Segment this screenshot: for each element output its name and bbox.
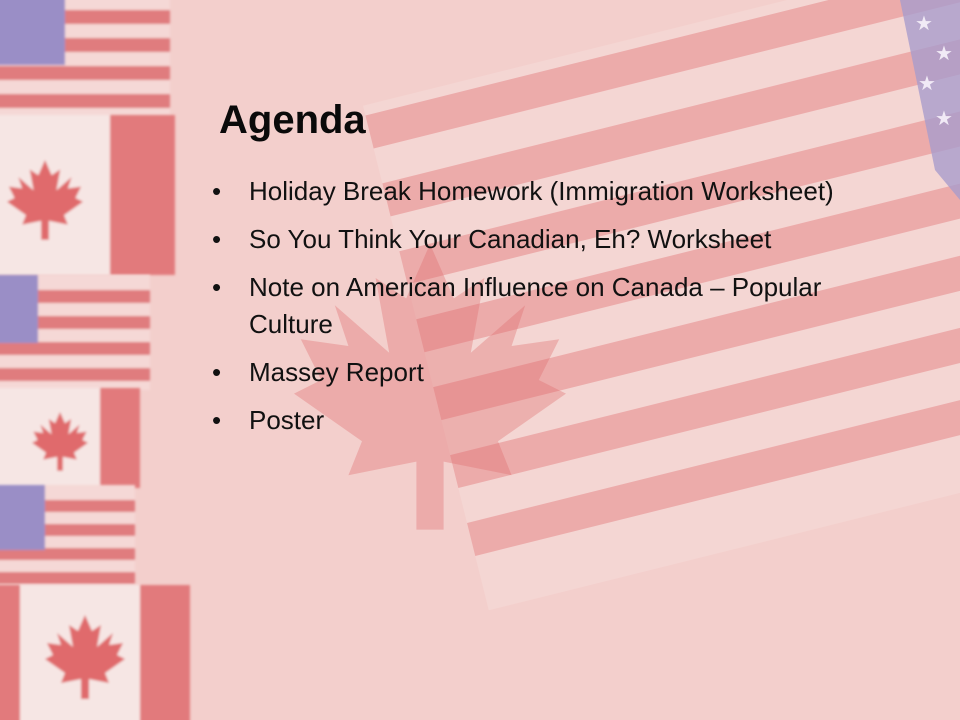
list-item: [212, 402, 852, 439]
canada-flag-icon: [0, 388, 140, 488]
list-item-text: Poster: [249, 405, 325, 435]
bullet-icon: •: [212, 176, 222, 206]
slide-title: Agenda: [219, 98, 366, 142]
list-item: [212, 269, 852, 343]
list-item-text: Massey Report: [249, 357, 424, 387]
svg-text:★: ★: [935, 106, 953, 130]
canada-flag-icon: [0, 585, 190, 720]
svg-text:★: ★: [918, 71, 936, 95]
list-item: [212, 221, 852, 258]
bullet-icon: •: [212, 405, 222, 435]
canada-flag-icon: [0, 115, 175, 275]
bullet-icon: •: [212, 357, 222, 387]
svg-text:★: ★: [915, 11, 933, 35]
agenda-list: [212, 173, 852, 450]
list-item-text: Note on American Influence on Canada – Popular Culture: [249, 272, 822, 339]
svg-text:★: ★: [935, 41, 953, 65]
list-item-text: So You Think Your Canadian, Eh? Worksheet: [249, 224, 772, 254]
bullet-icon: •: [212, 224, 222, 254]
us-flag-icon: [0, 485, 135, 585]
list-item-text: Holiday Break Homework (Immigration Worksheet): [249, 176, 834, 206]
us-flag-icon: [0, 0, 170, 120]
list-item: [212, 354, 852, 391]
us-flag-icon: [0, 275, 150, 390]
bullet-icon: •: [212, 272, 222, 302]
list-item: [212, 173, 852, 210]
